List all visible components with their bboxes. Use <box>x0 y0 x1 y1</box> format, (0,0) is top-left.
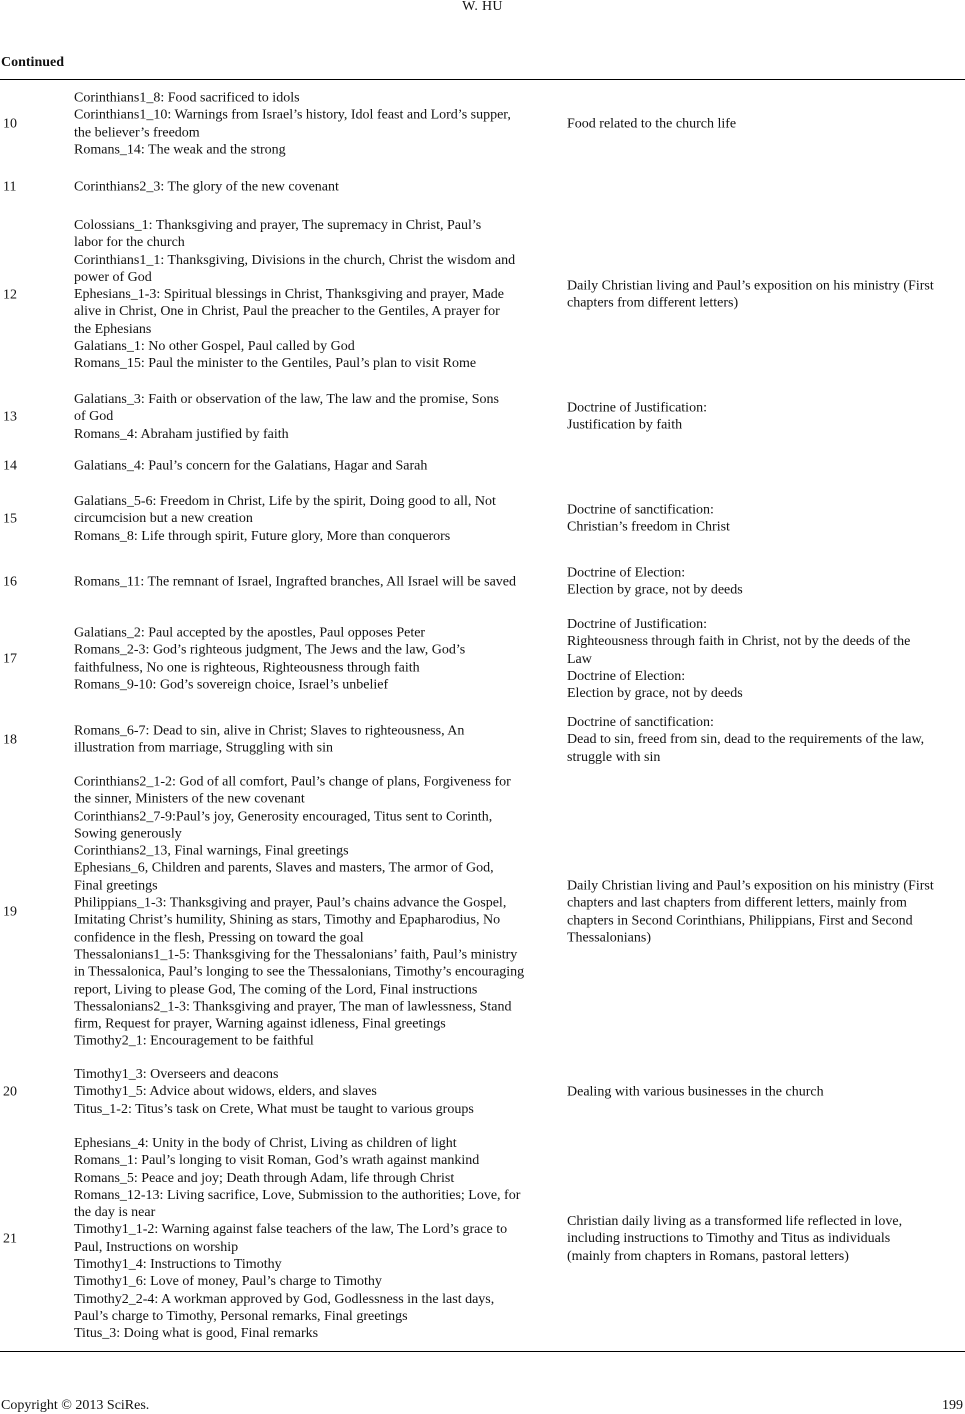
topic-line: Doctrine of Justification: <box>567 616 707 632</box>
chapter-line: Imitating Christ’s humility, Shining as stars, Timothy and Epapharodius, No <box>74 913 501 928</box>
chapters-cell <box>74 391 562 443</box>
topic-line: Thessalonians) <box>567 930 651 946</box>
topic-cell <box>567 714 965 766</box>
topic-line: Dead to sin, freed from sin, dead to the requirements of the law, <box>567 732 925 748</box>
chapter-line: Romans_8: Life through spirit, Future glory, More than conquerors <box>74 528 451 544</box>
chapter-line: Timothy2_1: Encouragement to be faithful <box>74 1034 314 1050</box>
chapter-line: Corinthians2_13, Final warnings, Final greetings <box>74 843 349 859</box>
topic-cell <box>567 115 965 132</box>
row-number: 19 <box>3 904 17 920</box>
chapter-line: the believer’s freedom <box>74 125 200 140</box>
topic-line: Christian daily living as a transformed life reflected in love, <box>567 1214 903 1230</box>
chapter-line: Ephesians_6, Children and parents, Slaves and masters, The armor of God, <box>74 861 494 877</box>
topic-line: Daily Christian living and Paul’s exposition on his ministry (First <box>567 878 934 894</box>
chapter-line: Timothy1_6: Love of money, Paul’s charge to Timothy <box>74 1274 382 1290</box>
chapter-line: Timothy1_3: Overseers and deacons <box>74 1067 279 1083</box>
chapter-line: Sowing generously <box>74 826 182 842</box>
topic-line: including instructions to Timothy and Titus as individuals <box>567 1231 891 1247</box>
topic-line: Doctrine of Justification: <box>567 400 707 416</box>
chapter-line: Romans_15: Paul the minister to the Gentiles, Paul’s plan to visit Rome <box>74 356 477 372</box>
chapter-line: Timothy2_2-4: A workman approved by God, Godlessness in the last days, <box>74 1291 495 1307</box>
chapter-line: confidence in the flesh, Pressing on toward the goal <box>74 930 364 946</box>
chapters-cell <box>74 217 562 373</box>
table-top-rule <box>0 79 965 80</box>
topic-line: Dealing with various businesses in the church <box>567 1084 824 1100</box>
row-number: 10 <box>3 116 17 132</box>
chapter-line: Philippians_1-3: Thanksgiving and prayer, Paul’s chains advance the Gospel, <box>74 895 507 911</box>
row-number: 20 <box>3 1084 17 1100</box>
chapter-line: Timothy1_5: Advice about widows, elders, and slaves <box>74 1084 377 1100</box>
chapter-line: faithfulness, No one is righteous, Righteousness through faith <box>74 660 420 675</box>
chapter-line: Corinthians2_7-9:Paul’s joy, Generosity encouraged, Titus sent to Corinth, <box>74 809 493 825</box>
topic-line: Law <box>567 651 592 667</box>
chapters-cell <box>74 178 562 195</box>
chapters-cell <box>74 1135 562 1343</box>
topic-line: Doctrine of Election: <box>567 565 686 581</box>
chapter-line: of God <box>74 409 114 425</box>
chapter-line: Galatians_3: Faith or observation of the law, The law and the promise, Sons <box>74 392 499 408</box>
chapters-cell <box>74 457 562 474</box>
topic-line: chapters and last chapters from different letters, mainly from <box>567 895 907 911</box>
topic-line: Daily Christian living and Paul’s exposition on his ministry (First <box>567 278 934 294</box>
chapter-line: Romans_1: Paul’s longing to visit Roman, God’s wrath against mankind <box>74 1153 480 1169</box>
row-number: 21 <box>3 1231 17 1247</box>
row-number: 12 <box>3 287 17 303</box>
topic-cell <box>567 1213 965 1265</box>
topic-line: struggle with sin <box>567 749 661 765</box>
topic-line: Food related to the church life <box>567 116 737 132</box>
chapter-line: Ephesians_4: Unity in the body of Christ, Living as children of light <box>74 1136 457 1152</box>
topic-cell <box>567 1083 965 1100</box>
chapter-line: Corinthians1_10: Warnings from Israel’s history, Idol feast and Lord’s supper, <box>74 107 511 123</box>
chapter-line: Galatians_1: No other Gospel, Paul called by God <box>74 339 355 355</box>
chapters-cell <box>74 723 562 758</box>
chapters-cell <box>74 573 562 590</box>
row-number: 14 <box>3 458 17 474</box>
chapter-line: Titus_1-2: Titus’s task on Crete, What must be taught to various groups <box>74 1101 474 1117</box>
row-number: 15 <box>3 511 17 527</box>
topic-cell <box>567 616 965 702</box>
row-number: 11 <box>3 179 17 195</box>
chapters-cell <box>74 1066 562 1118</box>
topic-line: Election by grace, not by deeds <box>567 685 743 701</box>
chapter-line: Corinthians1_8: Food sacrificed to idols <box>74 90 300 106</box>
chapter-line: Paul, Instructions on worship <box>74 1240 239 1255</box>
topic-line: Election by grace, not by deeds <box>567 583 743 598</box>
chapter-line: Thessalonians1_1-5: Thanksgiving for the Thessalonians’ faith, Paul’s ministry <box>74 947 518 963</box>
chapter-line: Romans_14: The weak and the strong <box>74 142 286 158</box>
chapter-line: labor for the church <box>74 235 185 251</box>
chapter-line: Timothy1_1-2: Warning against false teachers of the law, The Lord’s grace to <box>74 1222 508 1238</box>
chapter-line: Timothy1_4: Instructions to Timothy <box>74 1257 282 1273</box>
chapter-line: alive in Christ, One in Christ, Paul the preacher to the Gentiles, A prayer for <box>74 304 500 320</box>
chapter-line: power of God <box>74 270 152 286</box>
chapter-line: Romans_9-10: God’s sovereign choice, Israel’s unbelief <box>74 677 389 693</box>
chapters-cell <box>74 89 562 158</box>
row-number: 17 <box>3 651 17 667</box>
topic-cell <box>567 877 965 946</box>
topic-line: (mainly from chapters in Romans, pastoral letters) <box>567 1248 849 1264</box>
topic-line: Doctrine of sanctification: <box>567 502 714 518</box>
chapter-line: Corinthians2_1-2: God of all comfort, Paul’s change of plans, Forgiveness for <box>74 774 511 790</box>
topic-line: chapters from different letters) <box>567 296 739 311</box>
chapter-line: in Thessalonica, Paul’s longing to see the Thessalonians, Timothy’s encouraging <box>74 964 525 980</box>
table-bottom-rule <box>0 1351 965 1352</box>
chapter-line: illustration from marriage, Struggling with sin <box>74 741 333 756</box>
chapter-line: Galatians_5-6: Freedom in Christ, Life by the spirit, Doing good to all, Not <box>74 494 496 510</box>
topic-line: Righteousness through faith in Christ, not by the deeds of the <box>567 634 911 650</box>
topic-line: Christian’s freedom in Christ <box>567 520 730 535</box>
chapter-line: the sinner, Ministers of the new covenant <box>74 791 305 807</box>
topic-cell <box>567 502 965 537</box>
chapter-line: Romans_6-7: Dead to sin, alive in Christ; Slaves to righteousness, An <box>74 723 465 739</box>
chapter-line: Final greetings <box>74 878 158 894</box>
chapter-line: report, Living to please God, The coming of the Lord, Final instructions <box>74 982 478 998</box>
page-number: 199 <box>942 1398 963 1413</box>
topic-cell <box>567 400 965 435</box>
chapter-line: Romans_11: The remnant of Israel, Ingrafted branches, All Israel will be saved <box>74 574 517 590</box>
chapter-line: Colossians_1: Thanksgiving and prayer, The supremacy in Christ, Paul’s <box>74 218 482 234</box>
chapter-line: Galatians_4: Paul’s concern for the Galatians, Hagar and Sarah <box>74 458 428 474</box>
chapter-line: Romans_12-13: Living sacrifice, Love, Submission to the authorities; Love, for <box>74 1188 521 1204</box>
topic-line: Justification by faith <box>567 418 683 433</box>
chapter-line: Romans_5: Peace and joy; Death through Adam, life through Christ <box>74 1170 455 1186</box>
continued-label: Continued <box>1 55 65 70</box>
chapter-line: Ephesians_1-3: Spiritual blessings in Christ, Thanksgiving and prayer, Made <box>74 287 505 303</box>
chapter-line: Romans_2-3: God’s righteous judgment, The Jews and the law, God’s <box>74 642 466 658</box>
chapters-cell <box>74 493 562 545</box>
row-number: 18 <box>3 732 17 748</box>
chapters-cell <box>74 774 562 1051</box>
chapter-line: Corinthians1_1: Thanksgiving, Divisions in the church, Christ the wisdom and <box>74 252 516 268</box>
chapter-line: the day is near <box>74 1205 156 1221</box>
row-number: 13 <box>3 409 17 425</box>
chapter-line: Paul’s charge to Timothy, Personal remarks, Final greetings <box>74 1309 408 1325</box>
topic-line: chapters in Second Corinthians, Philippians, First and Second <box>567 913 913 928</box>
chapter-line: Corinthians2_3: The glory of the new covenant <box>74 179 339 195</box>
topic-cell <box>567 565 965 600</box>
topic-cell <box>567 278 965 313</box>
chapter-line: the Ephesians <box>74 321 152 337</box>
chapter-line: Romans_4: Abraham justified by faith <box>74 426 289 442</box>
chapter-line: Galatians_2: Paul accepted by the apostles, Paul opposes Peter <box>74 625 426 641</box>
chapter-line: Titus_3: Doing what is good, Final remarks <box>74 1326 319 1342</box>
row-number: 16 <box>3 574 17 590</box>
chapter-line: circumcision but a new creation <box>74 511 253 527</box>
copyright-notice: Copyright © 2013 SciRes. <box>1 1398 150 1413</box>
chapter-line: firm, Request for prayer, Warning against idleness, Final greetings <box>74 1016 446 1032</box>
topic-line: Doctrine of sanctification: <box>567 715 714 731</box>
running-header: W. HU <box>462 0 503 14</box>
chapters-cell <box>74 624 562 693</box>
topic-line: Doctrine of Election: <box>567 668 686 684</box>
chapter-line: Thessalonians2_1-3: Thanksgiving and prayer, The man of lawlessness, Stand <box>74 999 512 1015</box>
